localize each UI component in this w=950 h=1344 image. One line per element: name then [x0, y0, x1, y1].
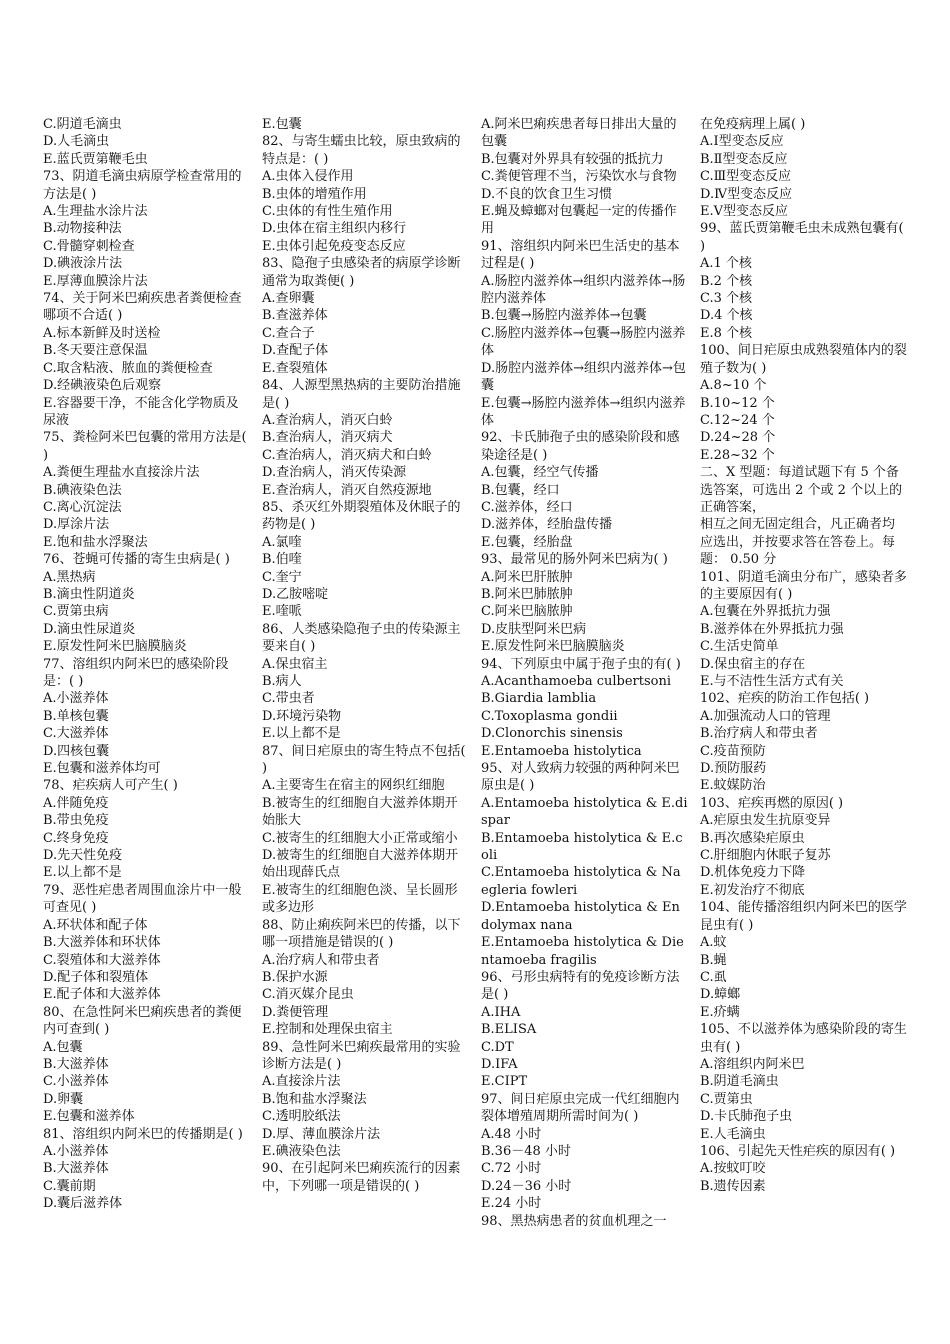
question-text-line: 二、X 型题：每道试题下有 5 个备选答案，可选出 2 个或 2 个以上的正确答案， [700, 465, 903, 515]
question-text-line: C.取含粘液、脓血的粪便检查 [43, 360, 213, 376]
question-text-line: A.直接涂片法 [262, 1074, 341, 1090]
question-text-line: A.阿米巴肝脓肿 [481, 569, 573, 585]
text-column-1 [43, 116, 250, 1230]
question-text-line: B.ELISA [481, 1022, 537, 1038]
question-text-line: D.肠腔内滋养体→组织内滋养体→包囊 [481, 360, 686, 394]
question-text-line: B.遗传因素 [700, 1178, 766, 1194]
text-column-3 [481, 116, 688, 1230]
question-text-line: E.原发性阿米巴脑膜脑炎 [481, 639, 625, 655]
question-text-line: D.卵囊 [43, 1091, 84, 1107]
question-text-line: E.配子体和大滋养体 [43, 987, 161, 1003]
question-text-line: E.包囊→肠腔内滋养体→组织内滋养体 [481, 395, 686, 428]
question-text-line: B.滴虫性阴道炎 [43, 586, 135, 602]
question-text-line: D.四核包囊 [43, 743, 110, 759]
question-text-line: B.阴道毛滴虫 [700, 1074, 779, 1090]
question-text-line: D.碘液涂片法 [43, 256, 123, 272]
question-text-line: E.CIPT [481, 1074, 528, 1090]
question-text-line: B.蝇 [700, 952, 727, 968]
question-text-line: D.厚涂片法 [43, 517, 110, 533]
question-text-line: E.包囊 [262, 117, 302, 132]
question-text-line: D.不良的饮食卫生习惯 [481, 186, 613, 202]
question-text-line: D.囊后滋养体 [43, 1196, 123, 1212]
question-text-line: D.经碘液染色后观察 [43, 378, 162, 394]
question-text-line: 97、间日疟原虫完成一代红细胞内裂体增殖周期所需时间为( ) [481, 1091, 680, 1125]
question-text-line: 84、人源型黑热病的主要防治措施是( ) [262, 378, 461, 411]
question-text-line: B.病人 [262, 674, 302, 689]
question-text-line: D.被寄生的红细胞自大滋养体期开始出现薛氏点 [262, 848, 459, 881]
question-text-line: E.原发性阿米巴脑膜脑炎 [43, 639, 187, 655]
question-text-line: A.包囊，经空气传播 [481, 465, 599, 481]
question-text-line: B.饱和盐水浮聚法 [262, 1091, 367, 1107]
question-text-line: C.3 个核 [700, 291, 753, 307]
question-text-line: E.查治病人，消灭自然疫源地 [262, 482, 432, 498]
question-text-line: 93、最常见的肠外阿米巴病为( ) [481, 552, 668, 568]
question-text-line: 86、人类感染隐孢子虫的传染源主要来自( ) [262, 621, 461, 655]
question-text-line: D.查治病人，消灭传染源 [262, 465, 407, 481]
question-text-line: C.疫苗预防 [700, 743, 766, 759]
question-text-line: E.Ⅴ型变态反应 [700, 204, 789, 220]
question-text-line: B.再次感染疟原虫 [700, 830, 805, 846]
question-text-line: A.包囊在外界抵抗力强 [700, 604, 831, 620]
text-column-2 [262, 116, 469, 1230]
question-text-line: C.滋养体，经口 [481, 499, 573, 515]
question-text-line: B.冬天要注意保温 [43, 343, 148, 359]
question-text-line: 105、不以滋养体为感染阶段的寄生虫有( ) [700, 1022, 907, 1055]
question-text-line: B.Giardia lamblia [481, 691, 597, 707]
question-text-line: A.查治病人，消灭白蛉 [262, 412, 393, 428]
question-text-line: B.大滋养体 [43, 1056, 109, 1072]
question-text-line: A.包囊 [43, 1039, 83, 1055]
question-text-line: E.饱和盐水浮聚法 [43, 534, 148, 550]
question-text-line: E.蚊媒防治 [700, 778, 766, 794]
question-text-line: 106、引起先天性疟疾的原因有( ) [700, 1143, 896, 1159]
question-text-line: C.消灭媒介昆虫 [262, 987, 354, 1003]
question-text-line: 在免疫病理上属( ) [700, 117, 806, 132]
question-text-line: A.主要寄生在宿主的网织红细胞 [262, 778, 445, 794]
question-text-line: C.带虫者 [262, 691, 315, 707]
question-text-line: E.容器要干净，不能含化学物质及尿液 [43, 395, 239, 428]
question-text-line: 82、与寄生蠕虫比较，原虫致病的特点是：( ) [262, 134, 461, 167]
question-text-line: C.终身免疫 [43, 830, 109, 846]
question-text-line: B.大滋养体和环状体 [43, 935, 161, 951]
question-text-line: B.带虫免疫 [43, 813, 109, 829]
question-text-line: C.透明胶纸法 [262, 1109, 341, 1125]
question-text-line: A.按蚊叮咬 [700, 1161, 766, 1177]
question-text-line: A.标本新鲜及时送检 [43, 325, 161, 341]
question-text-line: C.Toxoplasma gondii [481, 708, 618, 724]
question-text-line: E.8 个核 [700, 325, 753, 341]
question-text-line: C.贾第虫 [700, 1091, 753, 1107]
question-text-line: E.蝇及蟑螂对包囊起一定的传播作用 [481, 204, 677, 237]
question-text-line: B.滋养体在外界抵抗力强 [700, 621, 844, 637]
question-text-line: A.48 小时 [481, 1126, 542, 1142]
question-text-line: B.36－48 小时 [481, 1143, 571, 1159]
question-text-line: C.囊前期 [43, 1178, 96, 1194]
question-text-line: D.查配子体 [262, 343, 329, 359]
question-text-line: C.查合子 [262, 325, 315, 341]
question-text-line: B.包囊，经口 [481, 482, 560, 498]
question-text-line: 101、阴道毛滴虫分布广，感染者多的主要原因有( ) [700, 569, 907, 602]
question-text-line: C.虱 [700, 969, 727, 985]
question-text-line: D.IFA [481, 1056, 518, 1072]
question-text-line: 77、溶组织内阿米巴的感染阶段是：( ) [43, 656, 229, 689]
question-text-line: A.溶组织内阿米巴 [700, 1056, 805, 1072]
question-text-line: E.Entamoeba histolytica & Dientamoeba fragilis [481, 935, 684, 968]
question-text-line: 87、间日疟原虫的寄生特点不包括( ) [262, 743, 470, 777]
question-text-line: D.24~28 个 [700, 430, 776, 446]
question-text-line: B.被寄生的红细胞自大滋养体期开始胀大 [262, 795, 458, 829]
question-text-line: A.阿米巴痢疾患者每日排出大量的包囊 [481, 117, 677, 150]
question-text-line: 80、在急性阿米巴痢疾患者的粪便内可查到( ) [43, 1004, 242, 1038]
question-text-line: A.IHA [481, 1004, 521, 1020]
question-text-line: B.动物接种法 [43, 221, 122, 237]
question-text-line: C.阿米巴脑脓肿 [481, 604, 573, 620]
question-text-line: B.单核包囊 [43, 708, 109, 724]
question-text-line: D.滋养体，经胎盘传播 [481, 517, 613, 533]
question-text-line: B.Ⅱ型变态反应 [700, 151, 788, 167]
question-text-line: A.生理盐水涂片法 [43, 204, 148, 220]
question-text-line: D.4 个核 [700, 308, 753, 324]
question-text-line: B.包囊→肠腔内滋养体→包囊 [481, 308, 647, 324]
question-text-line: B.伯喹 [262, 552, 302, 568]
question-text-line: A.小滋养体 [43, 691, 109, 707]
question-text-line: 88、防止痢疾阿米巴的传播，以下哪一项措施是错误的( ) [262, 917, 461, 951]
document-page [43, 116, 907, 1230]
text-column-4 [700, 116, 907, 1230]
question-text-line: C.生活史简单 [700, 639, 779, 655]
question-text-line: C.虫体的有性生殖作用 [262, 204, 393, 220]
question-text-line: B.治疗病人和带虫者 [700, 726, 818, 742]
question-text-line: 81、溶组织内阿米巴的传播期是( ) [43, 1126, 243, 1142]
question-text-line: C.查治病人，消灭病犬和白蛉 [262, 447, 432, 463]
question-text-line: E.24 小时 [481, 1196, 542, 1212]
question-text-line: D.乙胺嘧啶 [262, 586, 329, 602]
question-text-line: 98、黑热病患者的贫血机理之一 [481, 1213, 667, 1229]
question-text-line: D.人毛滴虫 [43, 134, 110, 150]
question-text-line: A.粪便生理盐水直接涂片法 [43, 465, 200, 481]
question-text-line: D.保虫宿主的存在 [700, 656, 806, 672]
question-text-line: D.粪便管理 [262, 1004, 329, 1020]
question-text-line: B.10~12 个 [700, 395, 775, 411]
question-text-line: C.Entamoeba histolytica & Naegleria fowleri [481, 865, 681, 898]
question-text-line: A.Ⅰ型变态反应 [700, 134, 784, 150]
question-text-line: C.阴道毛滴虫 [43, 117, 122, 132]
question-text-line: E.与不洁性生活方式有关 [700, 674, 844, 689]
question-text-line: B.2 个核 [700, 273, 753, 289]
question-text-line: C.12~24 个 [700, 412, 775, 428]
question-text-line: C.肝细胞内休眠子复苏 [700, 848, 831, 864]
question-text-line: 78、疟疾病人可产生( ) [43, 778, 178, 794]
question-text-line: E.28~32 个 [700, 447, 775, 463]
question-text-line: C.裂殖体和大滋养体 [43, 952, 161, 968]
question-text-line: 99、蓝氏贾第鞭毛虫未成熟包囊有( ) [700, 221, 908, 254]
question-text-line: E.Entamoeba histolytica [481, 743, 642, 759]
question-text-line: A.伴随免疫 [43, 795, 109, 811]
question-text-line: B.查治病人，消灭病犬 [262, 430, 393, 446]
question-text-line: E.虫体引起免疫变态反应 [262, 238, 406, 254]
question-text-line: A.保虫宿主 [262, 656, 328, 672]
question-text-line: A.环状体和配子体 [43, 917, 148, 933]
question-text-line: 100、间日疟原虫成熟裂殖体内的裂殖子数为( ) [700, 343, 907, 376]
question-text-line: E.控制和处理保虫宿主 [262, 1022, 393, 1038]
question-text-line: E.碘液染色法 [262, 1143, 341, 1159]
question-text-line: 79、恶性疟患者周围血涂片中一般可查见( ) [43, 882, 242, 916]
question-text-line: E.查裂殖体 [262, 360, 328, 376]
question-text-line: E.喹哌 [262, 604, 302, 620]
question-text-line: B.大滋养体 [43, 1161, 109, 1177]
question-text-line: A.肠腔内滋养体→组织内滋养体→肠腔内滋养体 [481, 273, 686, 307]
question-text-line: 90、在引起阿米巴痢疾流行的因素中，下列哪一项是错误的( ) [262, 1161, 461, 1194]
question-text-line: A.8~10 个 [700, 378, 767, 394]
question-text-line: 104、能传播溶组织内阿米巴的医学昆虫有( ) [700, 900, 907, 933]
question-text-line: E.蓝氏贾第鞭毛虫 [43, 151, 148, 167]
question-text-line: A.黑热病 [43, 569, 96, 585]
question-text-line: C.奎宁 [262, 569, 302, 585]
question-text-line: D.预防服药 [700, 761, 767, 777]
question-text-line: B.包囊对外界具有较强的抵抗力 [481, 151, 664, 167]
question-text-line: C.72 小时 [481, 1161, 542, 1177]
question-text-line: E.以上都不是 [43, 865, 122, 881]
question-text-line: D.24－36 小时 [481, 1178, 572, 1194]
question-text-line: 94、下列原虫中属于孢子虫的有( ) [481, 656, 681, 672]
question-text-line: D.蟑螂 [700, 987, 741, 1003]
question-text-line: E.包囊和滋养体 [43, 1109, 135, 1125]
question-text-line: D.卡氏肺孢子虫 [700, 1109, 793, 1125]
question-text-line: D.虫体在宿主组织内移行 [262, 221, 407, 237]
question-text-line: 75、粪检阿米巴包囊的常用方法是( ) [43, 430, 251, 463]
question-text-line: 102、疟疾的防治工作包括( ) [700, 691, 870, 707]
question-text-line: D.配子体和裂殖体 [43, 969, 149, 985]
question-text-line: C.被寄生的红细胞大小正常或缩小 [262, 830, 458, 846]
question-text-line: E.包囊和滋养体均可 [43, 761, 161, 777]
question-text-line: D.环境污染物 [262, 708, 342, 724]
question-text-line: 74、关于阿米巴痢疾患者粪便检查哪项不合适( ) [43, 291, 242, 324]
question-text-line: E.疥螨 [700, 1004, 740, 1020]
question-text-line: D.Clonorchis sinensis [481, 726, 623, 742]
question-text-line: C.肠腔内滋养体→包囊→肠腔内滋养体 [481, 325, 686, 359]
question-text-line: A.疟原虫发生抗原变异 [700, 813, 831, 829]
question-text-line: B.阿米巴肺脓肿 [481, 586, 573, 602]
question-text-line: D.滴虫性尿道炎 [43, 621, 136, 637]
question-text-line: C.骨髓穿刺检查 [43, 238, 135, 254]
question-text-line: D.机体免疫力下降 [700, 865, 806, 881]
question-text-line: C.小滋养体 [43, 1074, 109, 1090]
question-text-line: B.碘液染色法 [43, 482, 122, 498]
question-text-line: D.Entamoeba histolytica & Endolymax nana [481, 900, 680, 933]
question-text-line: B.保护水源 [262, 969, 328, 985]
question-text-line: 73、阴道毛滴虫病原学检查常用的方法是( ) [43, 169, 242, 202]
question-text-line: A.治疗病人和带虫者 [262, 952, 380, 968]
question-text-line: D.皮肤型阿米巴病 [481, 621, 587, 637]
question-text-line: 89、急性阿米巴痢疾最常用的实验诊断方法是( ) [262, 1039, 461, 1072]
question-text-line: A.加强流动人口的管理 [700, 708, 831, 724]
question-text-line: C.离心沉淀法 [43, 499, 122, 515]
question-text-line: A.氯喹 [262, 534, 302, 550]
question-text-line: A.Acanthamoeba culbertsoni [481, 674, 672, 689]
question-text-line: D.厚、薄血膜涂片法 [262, 1126, 381, 1142]
question-text-line: E.包囊，经胎盘 [481, 534, 573, 550]
question-text-line: 96、弓形虫病特有的免疫诊断方法是( ) [481, 969, 680, 1003]
question-text-line: A.虫体入侵作用 [262, 169, 354, 185]
question-text-line: C.DT [481, 1039, 514, 1055]
question-text-line: C.粪便管理不当，污染饮水与食物 [481, 169, 677, 185]
question-text-line: A.查卵囊 [262, 291, 315, 307]
question-text-line: B.查滋养体 [262, 308, 328, 324]
question-text-line: B.Entamoeba histolytica & E.coli [481, 830, 683, 864]
question-text-line: C.Ⅲ型变态反应 [700, 169, 792, 185]
question-text-line: E.初发治疗不彻底 [700, 882, 805, 898]
question-text-line: 92、卡氏肺孢子虫的感染阶段和感染途径是( ) [481, 430, 680, 463]
question-text-line: E.以上都不是 [262, 726, 341, 742]
question-text-line: C.贾第虫病 [43, 604, 109, 620]
question-text-line: A.小滋养体 [43, 1143, 109, 1159]
question-text-line: 91、溶组织内阿米巴生活史的基本过程是( ) [481, 238, 680, 272]
question-text-line: 103、疟疾再燃的原因( ) [700, 795, 844, 811]
question-text-line: B.虫体的增殖作用 [262, 186, 367, 202]
question-text-line: A.蚊 [700, 935, 727, 951]
question-text-line: A.Entamoeba histolytica & E.dispar [481, 795, 688, 829]
question-text-line: E.厚薄血膜涂片法 [43, 273, 148, 289]
question-text-line: 76、苍蝇可传播的寄生虫病是( ) [43, 552, 230, 568]
question-text-line: 85、杀灭红外期裂殖体及休眠子的药物是( ) [262, 499, 461, 533]
question-text-line: A.1 个核 [700, 256, 752, 272]
question-text-line: D.Ⅳ型变态反应 [700, 186, 793, 202]
question-text-line: 相互之间无固定组合，凡正确者均应选出，并按要求答在答卷上。每题： 0.50 分 [700, 517, 896, 568]
question-text-line: 83、隐孢子虫感染者的病原学诊断通常为取粪便( ) [262, 256, 461, 289]
question-text-line: 95、对人致病力较强的两种阿米巴原虫是( ) [481, 761, 680, 794]
question-text-line: E.人毛滴虫 [700, 1126, 766, 1142]
question-text-line: E.被寄生的红细胞色淡、呈长圆形或多边形 [262, 882, 458, 916]
question-text-line: C.大滋养体 [43, 726, 109, 742]
question-text-line: D.先天性免疫 [43, 848, 123, 864]
